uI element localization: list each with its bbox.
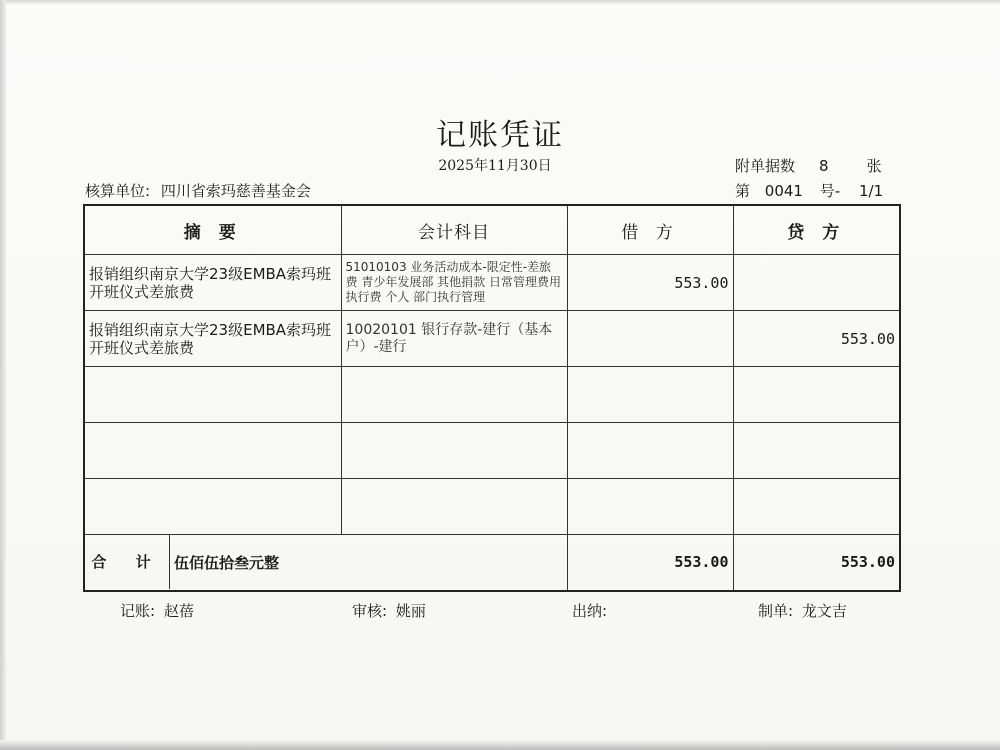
cashier-label: 出纳:: [572, 602, 608, 620]
attachment-unit: 张: [866, 157, 882, 175]
total-label: 合 计: [85, 535, 170, 589]
accounting-unit-label: 核算单位:: [85, 182, 151, 200]
header-summary: 摘 要: [84, 205, 341, 255]
cashier-signature: [572, 600, 611, 621]
bookkeeper-label: 记账:: [120, 602, 156, 620]
row-credit: [733, 255, 900, 311]
header-debit: 借 方: [567, 205, 733, 255]
reviewer-signature: [352, 600, 426, 621]
voucher-number: [735, 180, 883, 201]
attachment-label: 附单据数: [735, 157, 796, 175]
empty-row: [84, 423, 900, 479]
row-summary: 报销组织南京大学23级EMBA索玛班开班仪式差旅费: [84, 255, 341, 311]
voucher-title: 记账凭证: [436, 118, 564, 153]
bookkeeper-name: 赵蓓: [163, 602, 194, 620]
row-credit: 553.00: [733, 311, 900, 367]
voucher-date: 2025年11月30日: [438, 158, 552, 174]
accounting-unit: [85, 180, 311, 201]
total-row: [84, 535, 900, 591]
scan-top-edge: [0, 0, 1000, 4]
header-account: 会计科目: [341, 205, 567, 255]
reviewer-name: 姚丽: [395, 602, 426, 620]
row-account: 51010103 业务活动成本-限定性-差旅费 青少年发展部 其他捐款 日常管理费用 执行费 个人 部门执行管理: [341, 255, 567, 311]
row-debit: 553.00: [567, 255, 733, 311]
row-debit: [567, 311, 733, 367]
total-debit: 553.00: [567, 535, 733, 591]
row-account: 10020101 银行存款-建行（基本户）-建行: [341, 311, 567, 367]
row-summary: 报销组织南京大学23级EMBA索玛班开班仪式差旅费: [84, 311, 341, 367]
bookkeeper-signature: [120, 600, 194, 621]
empty-row: [84, 479, 900, 535]
accounting-unit-value: 四川省索玛慈善基金会: [160, 182, 311, 200]
table-row: [84, 255, 900, 311]
total-credit: 553.00: [733, 535, 900, 591]
preparer-signature: [758, 600, 847, 621]
reviewer-label: 审核:: [352, 602, 388, 620]
voucher-table: [83, 204, 901, 592]
table-row: [84, 311, 900, 367]
attachment-number: 8: [819, 157, 829, 175]
attachment-count: [735, 155, 882, 176]
empty-row: [84, 367, 900, 423]
voucher-number-value: 0041: [764, 182, 803, 200]
voucher-number-prefix: 第: [735, 182, 751, 200]
scan-bottom-edge: [0, 740, 1000, 750]
header-credit: 贷 方: [733, 205, 900, 255]
total-amount-words: 伍佰伍拾叁元整: [174, 553, 280, 572]
voucher-number-suffix: 号-: [819, 182, 841, 200]
voucher-page: 1/1: [858, 182, 884, 200]
preparer-name: 龙文吉: [801, 602, 847, 620]
preparer-label: 制单:: [758, 602, 794, 620]
